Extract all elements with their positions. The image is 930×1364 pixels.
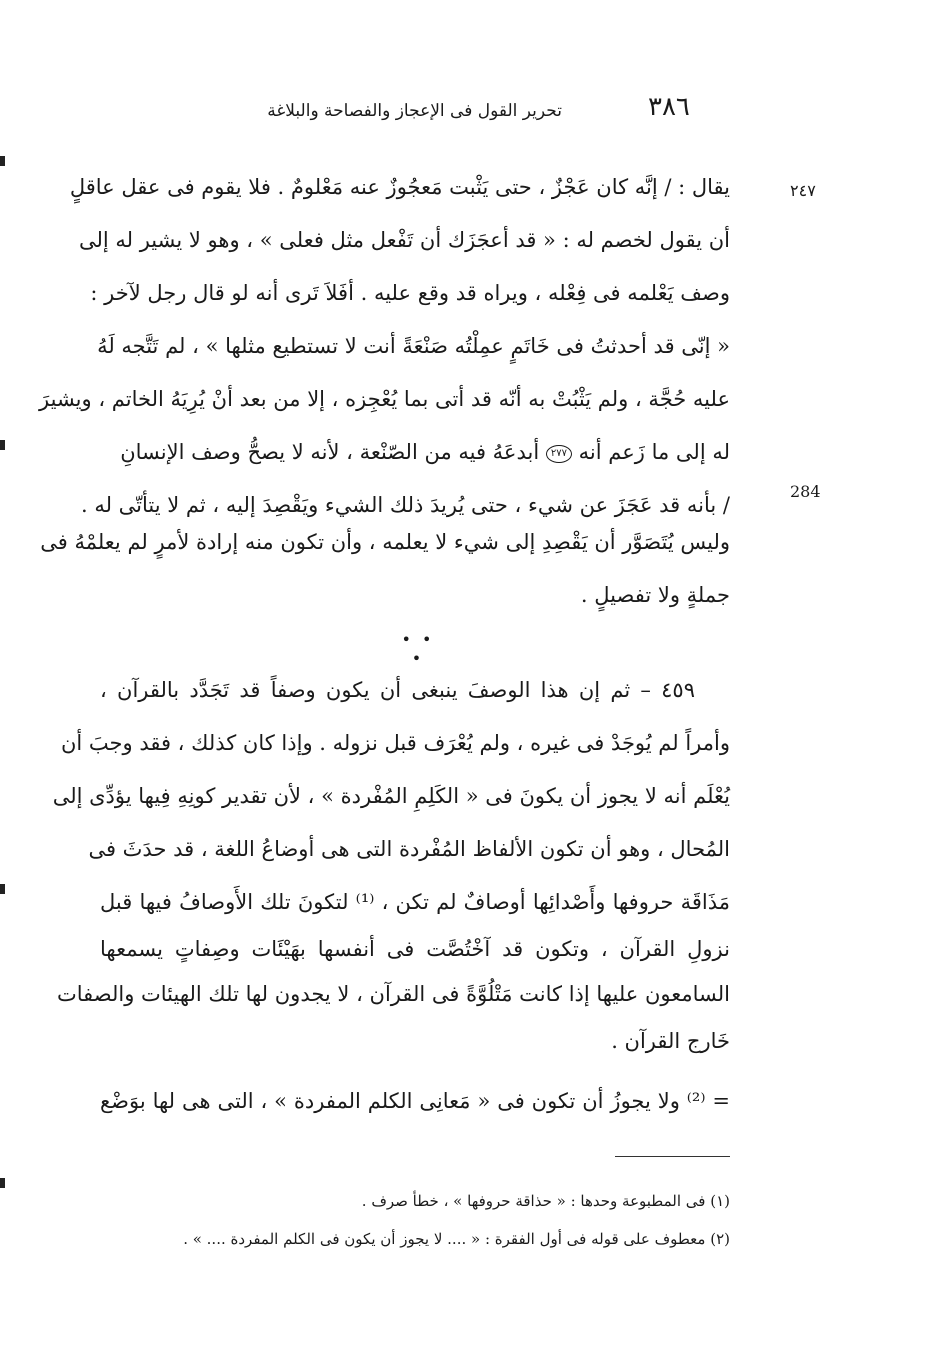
- paragraph-1-line-3: وصف يَعْلمه فى فِعْله ، ويراه قد وقع عليه . أفَلاَ تَرى أنه لو قال رجل لآخر :: [90, 281, 730, 305]
- footnote-divider: [615, 1156, 730, 1157]
- line-6-start: له إلى ما زَعم أنه: [578, 440, 730, 464]
- paragraph-1-line-2: أن يقول لخصم له : « قد أعجَزَك أن تَفْعل مثل فعلى » ، وهو لا يشير له إلى: [78, 228, 730, 252]
- paragraph-1-line-7: / بأنه قد عَجَزَ عن شيء ، حتى يُريدَ ذلك الشيء ويَقْصِدَ إليه ، ثم لا يتأتّى له .: [80, 493, 730, 517]
- scan-edge-mark: [0, 884, 5, 894]
- footnote-1: (١) فى المطبوعة وحدها : « حذاقة حروفها » ، خطأ صرف .: [361, 1192, 730, 1210]
- paragraph-1-line-9: جملةٍ ولا تفصيلٍ .: [580, 583, 730, 607]
- paragraph-1-line-6: [100, 442, 730, 463]
- line-6-end: أبدعَهُ فيه من الصّنْعة ، لأنه لا يصحُّ وصف الإنسانِ: [120, 440, 540, 464]
- section-separator: • • •: [401, 630, 435, 668]
- paragraph-2-line-4: المُحال ، وهو أن تكون الألفاظ المُفْردة التى هى أوضاعُ اللغة ، قد حدَثَ فى: [88, 837, 730, 861]
- scan-edge-mark: [0, 1178, 5, 1188]
- margin-reference-247: ٢٤٧: [790, 181, 816, 200]
- paragraph-1-line-8: وليس يُتَصَوَّر أن يَقْصِدِ إلى شيء لا يعلمه ، وأن تكون منه إرادة لأمرٍ لم يعلمْهُ فى: [40, 530, 730, 554]
- scan-edge-mark: [0, 440, 5, 450]
- paragraph-2-line-1: ٤٥٩ – ثم إن هذا الوصفَ ينبغى أن يكون وصفاً قد تَجَدَّد بالقرآن ،: [100, 678, 695, 702]
- paragraph-1-line-1: يقال : / إنَّه كان عَجْزٌ ، حتى يَثْبت مَعجُوزٌ عنه مَعْلومٌ . فلا يقوم فى عقل عاقلٍ: [69, 175, 730, 199]
- scan-edge-mark: [0, 156, 5, 166]
- paragraph-3-line-1: = ⁽²⁾ ولا يجوزُ أن تكون فى « مَعانِى الكلم المفردة » ، التى هى لها بوَضْع: [100, 1089, 730, 1113]
- footnote-2: (٢) معطوف على قوله فى أول الفقرة : « .... لا يجوز أن يكون فى الكلم المفردة .... » .: [183, 1230, 730, 1248]
- paragraph-1-line-5: عليه حُجَّة ، ولم يَثْبُتْ به أنّه قد أتى بما يُعْجِزه ، إلا من بعد أنْ يُرِيَهُ الخاتم ، ويشيرَ: [39, 387, 730, 411]
- paragraph-2-line-5: مَذَاقَة حروفها وأَصْدائِها أوصافٌ لم تكن ، ⁽¹⁾ لتكونَ تلك الأَوصافُ فيها قبل: [100, 890, 730, 914]
- paragraph-2-line-7: السامعون عليها إذا كانت مَتْلُوَّةً فى القرآن ، لا يجدون لها تلك الهيئات والصفات: [56, 982, 730, 1006]
- paragraph-1-line-4: « إنّى قد أحدثتُ فى خَاتَمٍ عمِلْتُه صَنْعَةً أنت لا تستطيع مثلها » ، لم تَتَّجه لَهُ: [97, 334, 730, 358]
- paragraph-2-line-2: وأمراً لم يُوجَدْ فى غيره ، ولم يُعْرَف قبل نزوله . وإذا كان كذلك ، فقد وجبَ أن: [60, 731, 730, 755]
- margin-reference-284: 284: [790, 482, 821, 501]
- paragraph-2-line-3: يُعْلَم أنه لا يجوز أن يكونَ فى « الكَلِمِ المُفْردة » ، لأن تقدير كونِهِ فِيها يؤدِّى إلى: [52, 784, 730, 808]
- running-title: تحرير القول فى الإعجاز والفصاحة والبلاغة: [267, 101, 562, 121]
- paragraph-2-line-8: خَارج القرآن .: [611, 1029, 730, 1053]
- page-number: ٣٨٦: [648, 92, 690, 122]
- paragraph-2-line-6: نزولِ القرآن ، وتكون قد آخْتُصَّت فى أنفسها بهَيْئَات وصِفاتٍ يسمعها: [100, 937, 730, 961]
- inline-page-marker: ٢٧٧: [546, 445, 572, 463]
